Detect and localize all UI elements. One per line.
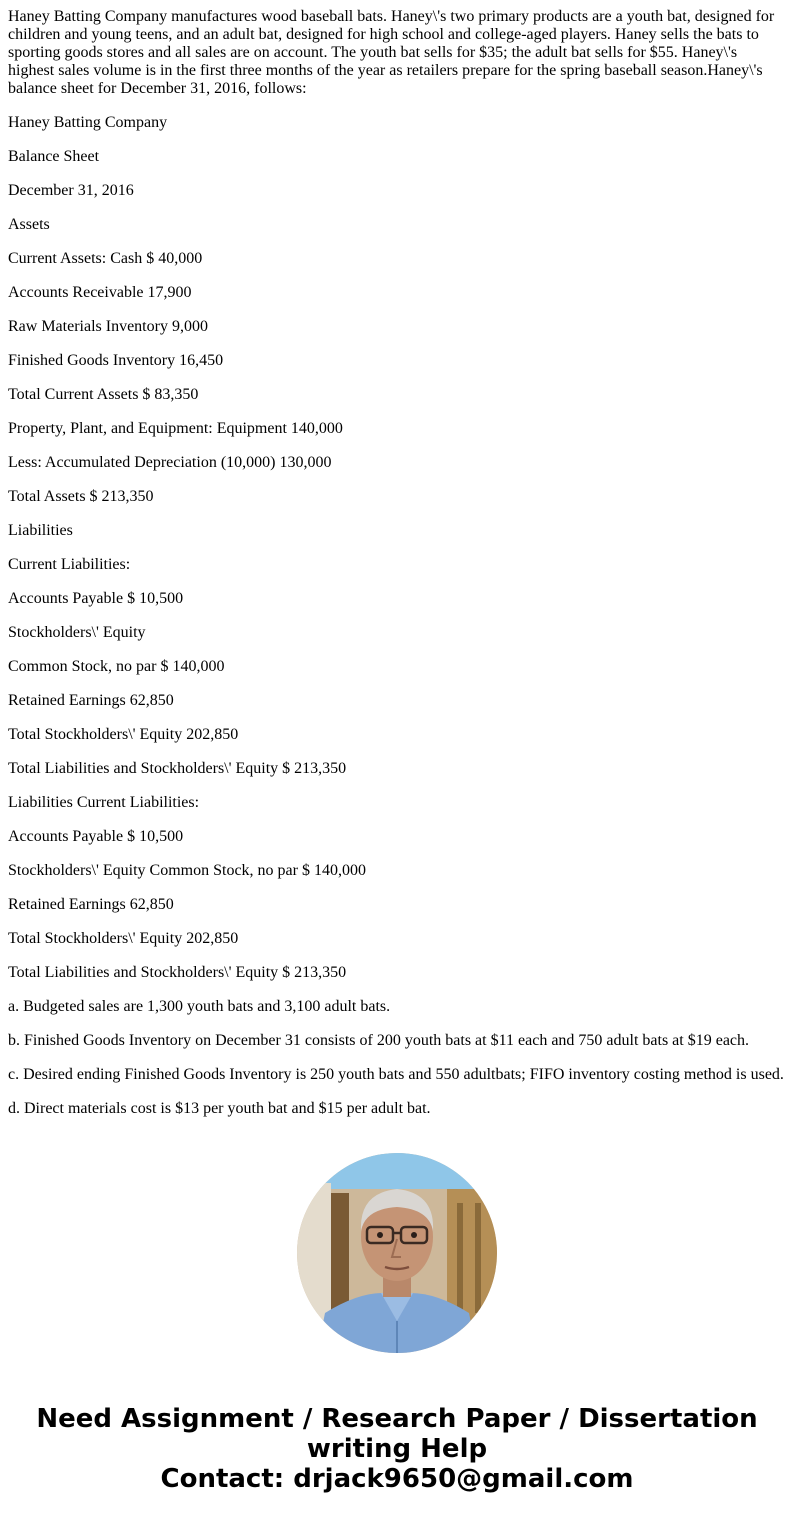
item-d: d. Direct materials cost is $13 per youth bat and $15 per adult bat. [8,1100,431,1117]
line-total-assets: Total Assets $ 213,350 [8,488,154,505]
line-finished-goods: Finished Goods Inventory 16,450 [8,352,224,369]
document-body [8,8,786,1118]
line-accounts-payable-repeat: Accounts Payable $ 10,500 [8,828,184,845]
avatar-portrait [297,1153,497,1353]
line-total-equity-repeat: Total Stockholders\' Equity 202,850 [8,930,239,947]
line-accounts-receivable: Accounts Receivable 17,900 [8,284,192,301]
statement-date: December 31, 2016 [8,182,134,199]
section-stockholders-equity: Stockholders\' Equity [8,624,146,641]
company-name: Haney Batting Company [8,114,168,131]
section-current-liabilities: Current Liabilities: [8,556,131,573]
contact-banner [0,1404,794,1494]
cta-contact-email[interactable]: Contact: drjack9650@gmail.com [160,1464,634,1494]
line-retained-earnings: Retained Earnings 62,850 [8,692,174,709]
intro-paragraph: Haney Batting Company manufactures wood baseball bats. Haney\'s two primary products are a youth bat, designed for children and young teens, and an adult bat, designed for high school and college-aged players. Haney sells the bats to sporting goods stores and all sales are on account. The youth bat sells for $35; the adult bat sells for $55. Haney\'s highest sales volume is in the first three months of the year as retailers prepare for the spring baseball season.Haney\'s balance sheet for December 31, 2016, follows: [8,8,775,97]
line-total-equity: Total Stockholders\' Equity 202,850 [8,726,239,743]
line-total-liabilities-equity: Total Liabilities and Stockholders\' Equity $ 213,350 [8,760,347,777]
cta-line-1: Need Assignment / Research Paper / Dissertation [36,1404,758,1434]
line-common-stock: Common Stock, no par $ 140,000 [8,658,225,675]
item-a: a. Budgeted sales are 1,300 youth bats and 3,100 adult bats. [8,998,391,1015]
item-b: b. Finished Goods Inventory on December 31 consists of 200 youth bats at $11 each and 750 adult bats at $19 each. [8,1032,750,1049]
section-liabilities: Liabilities [8,522,73,539]
line-cash: Current Assets: Cash $ 40,000 [8,250,203,267]
line-total-current-assets: Total Current Assets $ 83,350 [8,386,199,403]
item-c: c. Desired ending Finished Goods Inventory is 250 youth bats and 550 adultbats; FIFO inventory costing method is used. [8,1066,784,1083]
line-raw-materials: Raw Materials Inventory 9,000 [8,318,208,335]
statement-title: Balance Sheet [8,148,100,165]
avatar [297,1153,497,1353]
line-common-stock-repeat: Stockholders\' Equity Common Stock, no par $ 140,000 [8,862,366,879]
line-liabilities-repeat: Liabilities Current Liabilities: [8,794,200,811]
cta-line-2: writing Help [306,1434,488,1464]
line-accounts-payable: Accounts Payable $ 10,500 [8,590,184,607]
line-retained-earnings-repeat: Retained Earnings 62,850 [8,896,174,913]
line-accumulated-depreciation: Less: Accumulated Depreciation (10,000) 130,000 [8,454,332,471]
line-equipment: Property, Plant, and Equipment: Equipment 140,000 [8,420,343,437]
line-total-liabilities-equity-repeat: Total Liabilities and Stockholders\' Equity $ 213,350 [8,964,347,981]
section-assets: Assets [8,216,50,233]
